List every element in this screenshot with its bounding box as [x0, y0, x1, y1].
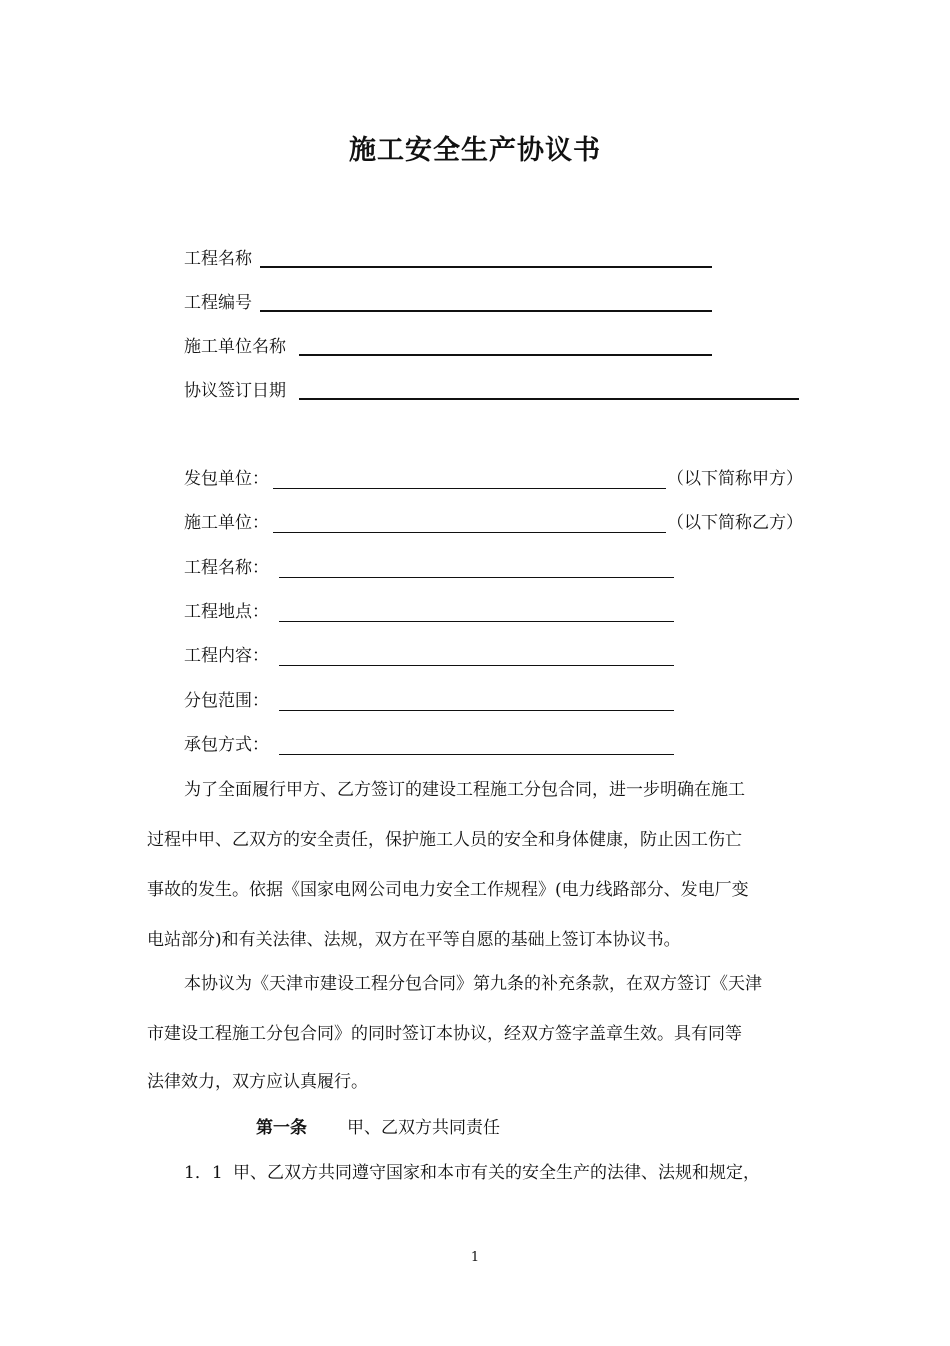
paragraph1-line-1: 为了全面履行甲方、乙方签订的建设工程施工分包合同，进一步明确在施工	[184, 780, 745, 800]
party-field-contractor-blank	[273, 532, 666, 533]
cover-field-sign-date-label: 协议签订日期	[184, 381, 286, 401]
party-field-employer-label: 发包单位：	[184, 469, 269, 489]
cover-field-project-number-label: 工程编号	[184, 293, 252, 313]
paragraph2-line-1: 本协议为《天津市建设工程分包合同》第九条的补充条款，在双方签订《天津	[184, 974, 762, 994]
paragraph2-line-3: 法律效力，双方应认真履行。	[147, 1072, 368, 1092]
cover-field-project-name-label: 工程名称	[184, 249, 252, 269]
party-field-subcontract-scope-label: 分包范围：	[184, 691, 269, 711]
cover-field-sign-date-blank	[299, 398, 799, 400]
article1-subject: 甲、乙双方共同责任	[347, 1118, 500, 1138]
paragraph1-line-4: 电站部分)和有关法律、法规，双方在平等自愿的基础上签订本协议书。	[147, 930, 681, 950]
party-field-project-name-blank	[279, 577, 674, 578]
party-field-subcontract-scope-blank	[279, 710, 674, 711]
clause-1-1-text: 甲、乙双方共同遵守国家和本市有关的安全生产的法律、法规和规定，	[233, 1163, 760, 1183]
party-field-employer-suffix: （以下简称甲方）	[667, 469, 803, 489]
clause-1-1-number: 1．1	[184, 1163, 223, 1183]
cover-field-contractor-name-blank	[299, 354, 712, 356]
party-field-project-name-label: 工程名称：	[184, 558, 269, 578]
party-field-contract-method-label: 承包方式：	[184, 735, 269, 755]
article1-heading: 第一条	[256, 1118, 307, 1138]
party-field-project-content-blank	[279, 665, 674, 666]
paragraph1-line-2: 过程中甲、乙双方的安全责任，保护施工人员的安全和身体健康，防止因工伤亡	[147, 830, 742, 850]
party-field-contractor-label: 施工单位：	[184, 513, 269, 533]
party-field-project-content-label: 工程内容：	[184, 646, 269, 666]
paragraph2-line-2: 市建设工程施工分包合同》的同时签订本协议，经双方签字盖章生效。具有同等	[147, 1024, 742, 1044]
party-field-employer-blank	[273, 488, 666, 489]
page-number: 1	[470, 1250, 480, 1265]
party-field-project-location-label: 工程地点：	[184, 602, 269, 622]
document-title: 施工安全生产协议书	[349, 135, 601, 166]
party-field-contract-method-blank	[279, 754, 674, 755]
party-field-contractor-suffix: （以下简称乙方）	[667, 513, 803, 533]
cover-field-contractor-name-label: 施工单位名称	[184, 337, 286, 357]
cover-field-project-number-blank	[260, 310, 712, 312]
party-field-project-location-blank	[279, 621, 674, 622]
cover-field-project-name-blank	[260, 266, 712, 268]
paragraph1-line-3: 事故的发生。依据《国家电网公司电力安全工作规程》(电力线路部分、发电厂变	[147, 880, 749, 900]
